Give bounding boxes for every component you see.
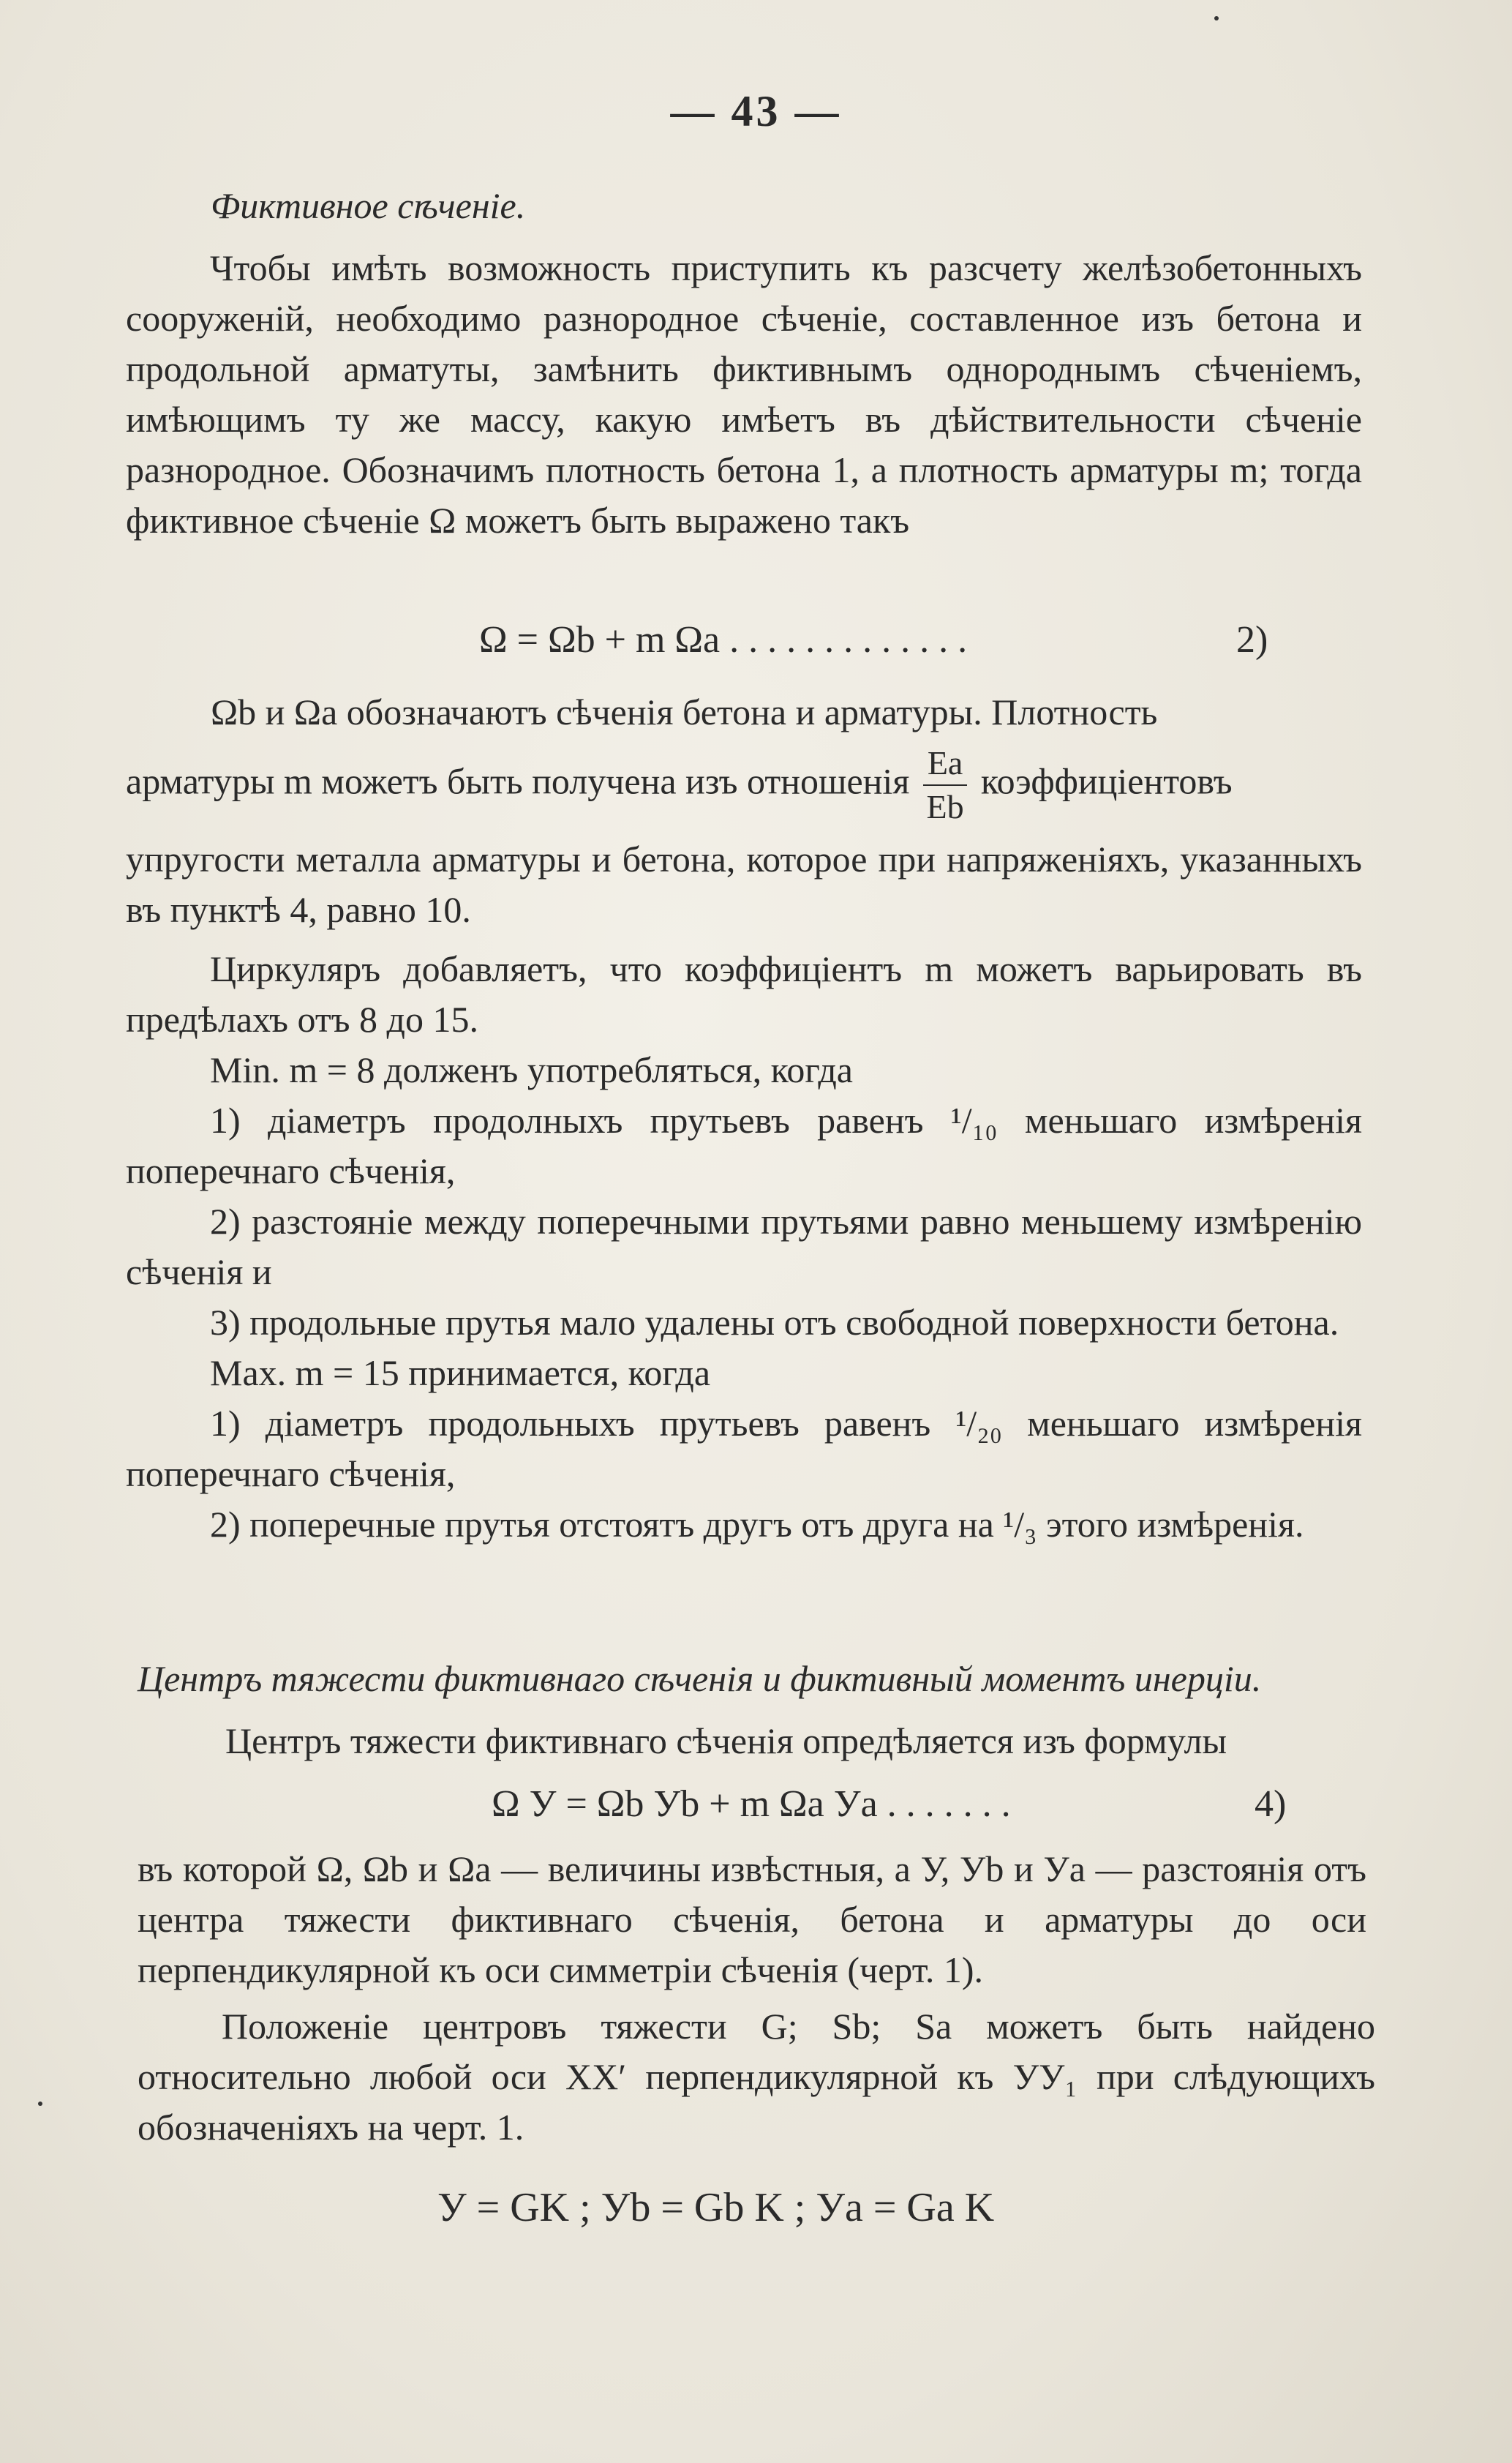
min-item-1: 1) діаметръ продолныхъ прутьевъ равенъ ¹/₁₀ меньшаго измѣренія поперечнаго сѣченія, xyxy=(126,1100,1362,1191)
formula-distances: У = GK ; Уb = Gb K ; Уa = Ga K xyxy=(437,2185,995,2230)
speck xyxy=(1214,16,1219,20)
max-item-1: 1) діаметръ продольныхъ прутьевъ равенъ ¹/₂₀ меньшаго измѣренія поперечнаго сѣченія, xyxy=(126,1403,1362,1494)
page-number: — 43 — xyxy=(670,87,842,135)
min-conditions xyxy=(126,1045,1362,1550)
line-text: арматуры m можетъ быть получена изъ отношенія xyxy=(126,760,910,802)
line-text: коэффиціентовъ xyxy=(980,760,1233,802)
formula-2: Ω = Ωb + m Ωa . . . . . . . . . . . . . xyxy=(479,619,968,661)
paragraph-line-with-fraction xyxy=(126,746,1233,824)
paragraph-elasticity xyxy=(126,834,1362,935)
min-item-2: 2) разстояніе между поперечными прутьями равно меньшему измѣренію сѣченія и xyxy=(126,1201,1362,1292)
paragraph-text: Циркуляръ добавляетъ, что коэффиціентъ m можетъ варьировать въ предѣлахъ отъ 8 до 15. xyxy=(126,948,1362,1040)
formula-2-number: 2) xyxy=(1236,619,1268,661)
speck xyxy=(38,2102,42,2106)
max-item-2: 2) поперечные прутья отстоятъ другъ отъ друга на ¹/₃ этого измѣренія. xyxy=(210,1504,1304,1545)
paragraph-text: Положеніе центровъ тяжести G; Sb; Sa можетъ быть найдено относительно любой оси XX′ перпендикулярной къ УУ₁ при слѣдующихъ обозначеніяхъ на черт. 1. xyxy=(138,2006,1375,2148)
paragraph-circular xyxy=(126,944,1362,1045)
paragraph-distances xyxy=(138,1844,1366,1995)
fraction-numerator: Ea xyxy=(923,746,968,786)
min-item-3: 3) продольные прутья мало удалены отъ свободной поверхности бетона. xyxy=(210,1302,1339,1343)
formula-4-number: 4) xyxy=(1255,1783,1287,1825)
paragraph-line: Ωb и Ωa обозначаютъ сѣченія бетона и арматуры. Плотность xyxy=(211,691,1158,732)
min-line: Min. m = 8 долженъ употребляться, когда xyxy=(210,1049,854,1090)
paragraph-text: въ которой Ω, Ωb и Ωa — величины извѣстныя, а У, Уb и Уa — разстоянія отъ центра тяжести фиктивнаго сѣченія, бетона и арматуры до оси перпендикулярной къ оси симметріи сѣченія (черт. 1). xyxy=(138,1848,1366,1990)
formula-4: Ω У = Ωb Уb + m Ωa Уa . . . . . . . xyxy=(492,1783,1011,1825)
max-line: Max. m = 15 принимается, когда xyxy=(210,1352,711,1393)
section-heading-centroid: Центръ тяжести фиктивнаго сѣченія и фиктивный моментъ инерціи. xyxy=(138,1658,1262,1699)
paragraph-line: Центръ тяжести фиктивнаго сѣченія опредѣляется изъ формулы xyxy=(225,1720,1227,1761)
paragraph-text: Чтобы имѣть возможность приступить къ разсчету желѣзобетонныхъ сооруженій, необходимо разнородное сѣченіе, составленное изъ бетона и продольной арматуты, замѣнить фиктивнымъ однороднымъ сѣченіемъ, имѣющимъ ту же массу, какую имѣетъ въ дѣйствительности сѣченіе разнородное. Обозначимъ плотность бетона 1, а плотность арматуры m; тогда фиктивное сѣченіе Ω можетъ быть выражено такъ xyxy=(126,247,1362,541)
paragraph-intro xyxy=(126,243,1362,546)
paragraph-text: упругости металла арматуры и бетона, которое при напряженіяхъ, указанныхъ въ пунктѣ 4, равно 10. xyxy=(126,839,1362,930)
paragraph-positions xyxy=(138,2001,1375,2153)
fraction-ea-eb xyxy=(923,746,968,824)
fraction-denominator: Eb xyxy=(926,788,964,825)
section-heading-fictive-section: Фиктивное сѣченіе. xyxy=(211,185,526,226)
